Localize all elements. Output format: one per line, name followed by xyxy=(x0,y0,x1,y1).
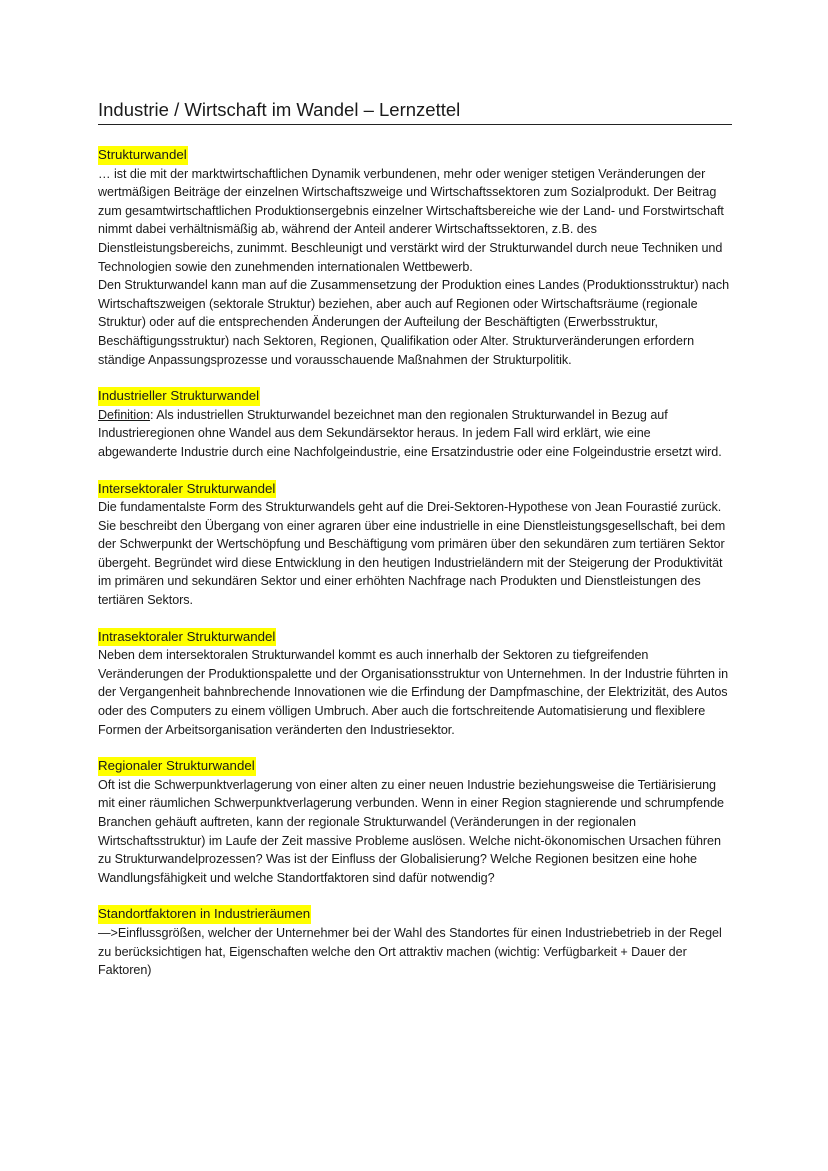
document-body xyxy=(98,98,732,980)
section-paragraph: —>Einflussgrößen, welcher der Unternehmer bei der Wahl des Standortes für einen Industriebetrieb in der Regel zu berücksichtigen hat, Eigenschaften welche den Ort attraktiv machen (wichtig: Verfügbarkeit + Dauer der Faktoren) xyxy=(98,925,722,978)
section-intrasektoraler-strukturwandel xyxy=(98,628,732,740)
document-title: Industrie / Wirtschaft im Wandel – Lernzettel xyxy=(98,98,732,125)
section-strukturwandel xyxy=(98,146,732,369)
section-heading: Intrasektoraler Strukturwandel xyxy=(98,628,276,647)
section-industrieller-strukturwandel xyxy=(98,387,732,461)
section-paragraph: Oft ist die Schwerpunktverlagerung von einer alten zu einer neuen Industrie beziehungsweise die Tertiärisierung mit einer räumlichen Schwerpunktverlagerung verbunden. Wenn in einer Region stagnierende und schrumpfende Branchen gehäuft auftreten, kann der regionale Strukturwandel (Veränderungen in der regionalen Wirtschaftsstruktur) im Laufe der Zeit massive Probleme auslösen. Welche nicht-ökonomischen Ursachen führen zu Strukturwandelprozessen? Was ist der Einfluss der Globalisierung? Welche Regionen besitzen eine hohe Wandlungsfähigkeit und welche Standortfaktoren sind dafür notwendig? xyxy=(98,777,724,885)
section-heading: Industrieller Strukturwandel xyxy=(98,387,260,406)
section-heading: Strukturwandel xyxy=(98,146,188,165)
section-intersektoraler-strukturwandel xyxy=(98,480,732,610)
section-paragraph: Die fundamentalste Form des Strukturwandels geht auf die Drei-Sektoren-Hypothese von Jean Fourastié zurück. Sie beschreibt den Übergang von einer agraren über eine industrielle in eine Dienstleistungsgesellschaft, bei dem der Schwerpunkt der Wertschöpfung und Beschäftigung vom primären über den sekundären zum tertiären Sektor übergeht. Begründet wird diese Entwicklung in den heutigen Industrieländern mit der Steigerung der Produktivität im primären und sekundären Sektor und einer erhöhten Nachfrage nach Produkten und Dienstleistungen des tertiären Sektors. xyxy=(98,500,726,608)
section-regionaler-strukturwandel xyxy=(98,757,732,887)
definition-text: : Als industriellen Strukturwandel bezeichnet man den regionalen Strukturwandel in Bezug auf Industrieregionen ohne Wandel aus dem Sekundärsektor heraus. In jedem Fall wird erklärt, wie eine abgewanderte Industrie durch eine Nachfolgeindustrie, eine Ersatzindustrie oder eine Folgeindustrie ersetzt wird. xyxy=(98,407,722,459)
section-heading: Regionaler Strukturwandel xyxy=(98,757,256,776)
section-standortfaktoren xyxy=(98,905,732,979)
section-paragraph: Den Strukturwandel kann man auf die Zusammensetzung der Produktion eines Landes (Produktionsstruktur) nach Wirtschaftszweigen (sektorale Struktur) beziehen, aber auch auf Regionen oder Wirtschaftsräume (regionale Struktur) oder auf die entsprechenden Änderungen der Aufteilung der Beschäftigten (Erwerbsstruktur, Beschäftigungsstruktur) nach Sektoren, Regionen, Qualifikation oder Alter. Strukturveränderungen erfordern ständige Anpassungsprozesse und vorausschauende Maßnahmen der Strukturpolitik. xyxy=(98,278,730,367)
section-heading: Standortfaktoren in Industrieräumen xyxy=(98,905,311,924)
definition-label: Definition xyxy=(98,407,151,422)
section-paragraph: Neben dem intersektoralen Strukturwandel kommt es auch innerhalb der Sektoren zu tiefgreifenden Veränderungen der Produktionspalette und der Organisationsstruktur von Unternehmen. In der Industrie führten in der Vergangenheit bahnbrechende Innovationen wie die Erfindung der Dampfmaschine, der Elektrizität, des Autos oder des Computers zu einem völligen Umbruch. Aber auch die fortschreitende Automatisierung und flexiblere Formen der Arbeitsorganisation veränderten den Industriesektor. xyxy=(98,648,729,737)
section-paragraph: … ist die mit der marktwirtschaftlichen Dynamik verbundenen, mehr oder weniger stetigen Veränderungen der wertmäßigen Beiträge der einzelnen Wirtschaftszweige und Wirtschaftssektoren zum Sozialprodukt. Der Beitrag zum gesamtwirtschaftlichen Produktionsergebnis einzelner Wirtschaftsbereiche wie der Land- und Forstwirtschaft nimmt dabei verhältnismäßig ab, während der Anteil anderer Wirtschaftssektoren, z.B. des Dienstleistungsbereichs, zunimmt. Beschleunigt und verstärkt wird der Strukturwandel durch neue Techniken und Technologien sowie den zunehmenden internationalen Wettbewerb. xyxy=(98,166,724,274)
section-heading: Intersektoraler Strukturwandel xyxy=(98,480,276,499)
definition-paragraph xyxy=(98,406,732,462)
